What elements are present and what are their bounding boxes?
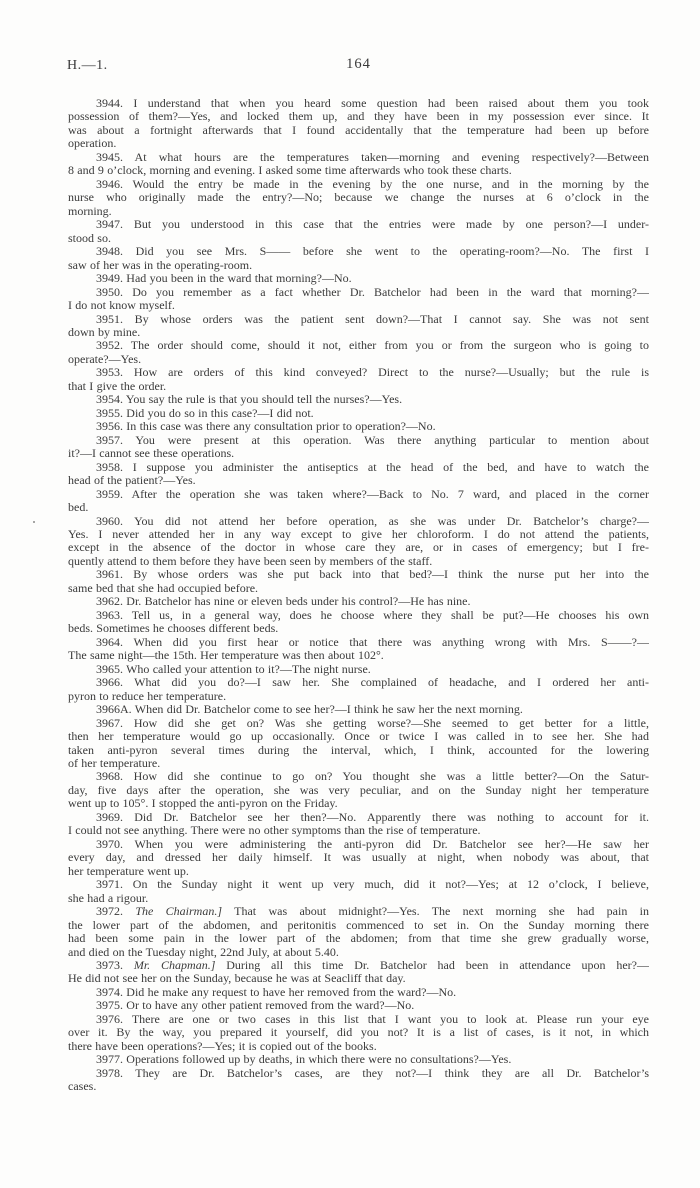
scan-speck xyxy=(33,521,35,523)
text-line: stood so. xyxy=(68,231,111,245)
paragraph-3951 xyxy=(68,313,649,340)
text-line: He did not see her on the Sunday, because he was at Seacliff that day. xyxy=(68,972,406,986)
paragraph-3947 xyxy=(68,218,649,245)
paragraph-3957 xyxy=(68,434,649,461)
paragraph-3964 xyxy=(68,636,649,663)
text-line: 3966. What did you do?—I saw her. She complained of headache, and I ordered her anti- xyxy=(96,676,649,690)
text-line: 3960. You did not attend her before operation, as she was under Dr. Batchelor’s charge?— xyxy=(96,514,649,528)
text-line: nurse who originally made the entry?—No; because we change the nurses at 6 o’clock in the xyxy=(68,191,649,205)
paragraph-3972 xyxy=(68,905,649,959)
text-line: was about a fortnight afterwards that I found accidentally that the temperature had been up before xyxy=(68,123,649,137)
text-line: same bed that she had occupied before. xyxy=(68,581,259,595)
text-line: the lower part of the abdomen, and peritonitis commenced to set in. On the Sunday morning there xyxy=(68,918,649,932)
paragraph-3944 xyxy=(68,97,649,151)
paragraph-3946 xyxy=(68,178,649,218)
text-line: 3976. There are one or two cases in this list that I want you to look at. Please run your eye xyxy=(96,1012,649,1026)
text-line: 3965. Who called your attention to it?—The night nurse. xyxy=(96,662,371,676)
text-line: over it. By the way, you prepared it yourself, did you not? It is a list of cases, is it not, in which xyxy=(68,1026,649,1040)
paragraph-3971 xyxy=(68,878,649,905)
text-line: 3948. Did you see Mrs. S—— before she went to the operating-room?—No. The first I xyxy=(96,245,649,259)
text-line: 3951. By whose orders was the patient sent down?—That I cannot say. She was not sent xyxy=(96,312,649,326)
text-line: 3946. Would the entry be made in the evening by the one nurse, and in the morning by the xyxy=(96,177,649,191)
text-line: it?—I cannot see these operations. xyxy=(68,447,235,461)
paragraph-3956 xyxy=(68,420,649,433)
document-body xyxy=(68,97,649,1094)
text-line xyxy=(68,959,649,972)
text-line: 3970. When you were administering the anti-pyron did Dr. Batchelor see her?—He saw her xyxy=(96,837,649,851)
paragraph-3966 xyxy=(68,676,649,703)
text-line: morning. xyxy=(68,204,112,218)
text-line: 3949. Had you been in the ward that morning?—No. xyxy=(96,272,352,286)
paragraph-3949 xyxy=(68,272,649,285)
text-line: 3959. After the operation she was taken where?—Back to No. 7 ward, and placed in the corner xyxy=(96,487,649,501)
text-line: 3961. By whose orders was she put back into that bed?—I think the nurse put her into the xyxy=(96,568,649,582)
text-line: 3963. Tell us, in a general way, does he choose where they shall be put?—He chooses his own xyxy=(96,608,649,622)
text-line: head of the patient?—Yes. xyxy=(68,474,196,488)
text-line: 3968. How did she continue to go on? You thought she was a little better?—On the Satur- xyxy=(96,770,649,784)
text-line: there have been operations?—Yes; it is copied out of the books. xyxy=(68,1039,377,1053)
text-line: 3958. I suppose you administer the antiseptics at the head of the bed, and have to watch the xyxy=(96,460,649,474)
text-line: quently attend to them before they have been seen by members of the staff. xyxy=(68,554,433,568)
text-line: 3956. In this case was there any consultation prior to operation?—No. xyxy=(96,420,436,434)
text-line: Yes. I never attended her in any way except to give her chloroform. I do not attend the patients, xyxy=(68,528,649,541)
text-line: then her temperature would go up occasionally. Once or twice I was called in to see her. She had xyxy=(68,730,649,744)
text-line: and died on the Tuesday night, 22nd July, at about 5.40. xyxy=(68,945,339,959)
paragraph-3945 xyxy=(68,151,649,178)
text-line: except in the absence of the doctor in whose care they are, or in cases of emergency; but I fre- xyxy=(68,541,649,555)
paragraph-3954 xyxy=(68,393,649,406)
paragraph-3962 xyxy=(68,595,649,608)
text-segment: That was about midnight?—Yes. The next morning she had pain in xyxy=(222,905,649,919)
text-line: 3954. You say the rule is that you should tell the nurses?—Yes. xyxy=(96,393,403,407)
paragraph-3958 xyxy=(68,461,649,488)
paragraph-3952 xyxy=(68,339,649,366)
text-line: down by mine. xyxy=(68,325,141,339)
text-line: I do not know myself. xyxy=(68,299,175,313)
speaker-label: Mr. Chapman.] xyxy=(133,959,216,972)
text-line: 3974. Did he make any request to have her removed from the ward?—No. xyxy=(96,985,457,999)
text-line: 3957. You were present at this operation. Was there anything particular to mention about xyxy=(96,433,649,447)
text-line: 3947. But you understood in this case that the entries were made by one person?—I under- xyxy=(96,218,649,232)
paragraph-3968 xyxy=(68,770,649,810)
speaker-label: The Chairman.] xyxy=(135,905,223,919)
text-line: beds. Sometimes he chooses different beds. xyxy=(68,622,279,636)
text-line: 3978. They are Dr. Batchelor’s cases, are they not?—I think they are all Dr. Batchelor’s xyxy=(96,1066,649,1080)
text-line: 3966A. When did Dr. Batchelor come to see her?—I think he saw her the next morning. xyxy=(96,703,523,717)
text-line: 3967. How did she get on? Was she getting worse?—She seemed to get better for a little, xyxy=(96,716,649,730)
paragraph-3974 xyxy=(68,986,649,999)
text-line: 3969. Did Dr. Batchelor see her then?—No. Apparently there was nothing to account for it. xyxy=(96,810,649,824)
paragraph-3965 xyxy=(68,663,649,676)
text-line: 3964. When did you first hear or notice that there was anything wrong with Mrs. S——?— xyxy=(96,635,649,649)
paragraph-3975 xyxy=(68,999,649,1012)
text-line: 3975. Or to have any other patient removed from the ward?—No. xyxy=(96,999,415,1013)
text-line: 3950. Do you remember as a fact whether Dr. Batchelor had been in the ward that morning?— xyxy=(96,285,649,299)
text-segment: 3973. xyxy=(96,959,134,972)
text-line xyxy=(68,905,649,918)
paragraph-3973 xyxy=(68,959,649,986)
text-line: that I give the order. xyxy=(68,379,167,393)
paragraph-3976 xyxy=(68,1013,649,1053)
text-line: every day, and dressed her daily himself. It was usually at night, when nobody was about, that xyxy=(68,851,649,865)
paragraph-3950 xyxy=(68,286,649,313)
text-line: 3962. Dr. Batchelor has nine or eleven beds under his control?—He has nine. xyxy=(96,595,471,609)
paragraph-3953 xyxy=(68,366,649,393)
text-line: her temperature went up. xyxy=(68,864,189,878)
text-line: bed. xyxy=(68,501,89,515)
paragraph-3967 xyxy=(68,717,649,771)
text-line: 3945. At what hours are the temperatures taken—morning and evening respectively?—Between xyxy=(96,150,649,164)
paragraph-3969 xyxy=(68,811,649,838)
paragraph-3955 xyxy=(68,407,649,420)
text-line: operate?—Yes. xyxy=(68,352,142,366)
text-segment: 3972. xyxy=(96,905,136,919)
text-line: day, five days after the operation, she was very peculiar, and on the Sunday night her temperature xyxy=(68,783,649,797)
text-line: 3955. Did you do so in this case?—I did not. xyxy=(96,406,314,420)
paragraph-3960 xyxy=(68,515,649,569)
text-line: cases. xyxy=(68,1080,97,1094)
text-line: 3944. I understand that when you heard some question had been raised about them you took xyxy=(96,97,649,110)
text-line: pyron to reduce her temperature. xyxy=(68,689,227,703)
text-line: 3953. How are orders of this kind conveyed? Direct to the nurse?—Usually; but the rule is xyxy=(96,366,649,380)
text-line: taken anti-pyron several times during the interval, which, I think, accounted for the lowering xyxy=(68,743,649,757)
paper-reference: H.—1. xyxy=(67,58,108,73)
text-line: she had a rigour. xyxy=(68,891,149,905)
text-line: possession of them?—Yes, and locked them up, and they have been in my possession ever since. It xyxy=(68,110,649,124)
page-number: 164 xyxy=(346,56,371,72)
paragraph-3959 xyxy=(68,488,649,515)
paragraph-3978 xyxy=(68,1067,649,1094)
paragraph-3966A xyxy=(68,703,649,716)
text-line: had been some pain in the lower part of the abdomen; from that time she grew gradually worse, xyxy=(68,932,649,946)
text-line: The same night—the 15th. Her temperature was then about 102°. xyxy=(68,649,384,663)
text-line: went up to 105°. I stopped the anti-pyron on the Friday. xyxy=(68,797,338,811)
text-line: I could not see anything. There were no other symptoms than the rise of temperature. xyxy=(68,824,481,838)
text-line: operation. xyxy=(68,137,117,151)
text-line: saw of her was in the operating-room. xyxy=(68,258,253,272)
text-line: 8 and 9 o’clock, morning and evening. I asked some time afterwards who took these charts. xyxy=(68,164,512,178)
paragraph-3961 xyxy=(68,568,649,595)
text-line: 3977. Operations followed up by deaths, in which there were no consultations?—Yes. xyxy=(96,1053,512,1067)
paragraph-3970 xyxy=(68,838,649,878)
text-line: of her temperature. xyxy=(68,756,161,770)
paragraph-3963 xyxy=(68,609,649,636)
text-segment: During all this time Dr. Batchelor had been in attendance upon her?— xyxy=(215,959,649,972)
paragraph-3977 xyxy=(68,1053,649,1066)
text-line: 3952. The order should come, should it not, either from you or from the surgeon who is going to xyxy=(96,339,649,353)
paragraph-3948 xyxy=(68,245,649,272)
text-line: 3971. On the Sunday night it went up very much, did it not?—Yes; at 12 o’clock, I believe, xyxy=(96,878,649,892)
